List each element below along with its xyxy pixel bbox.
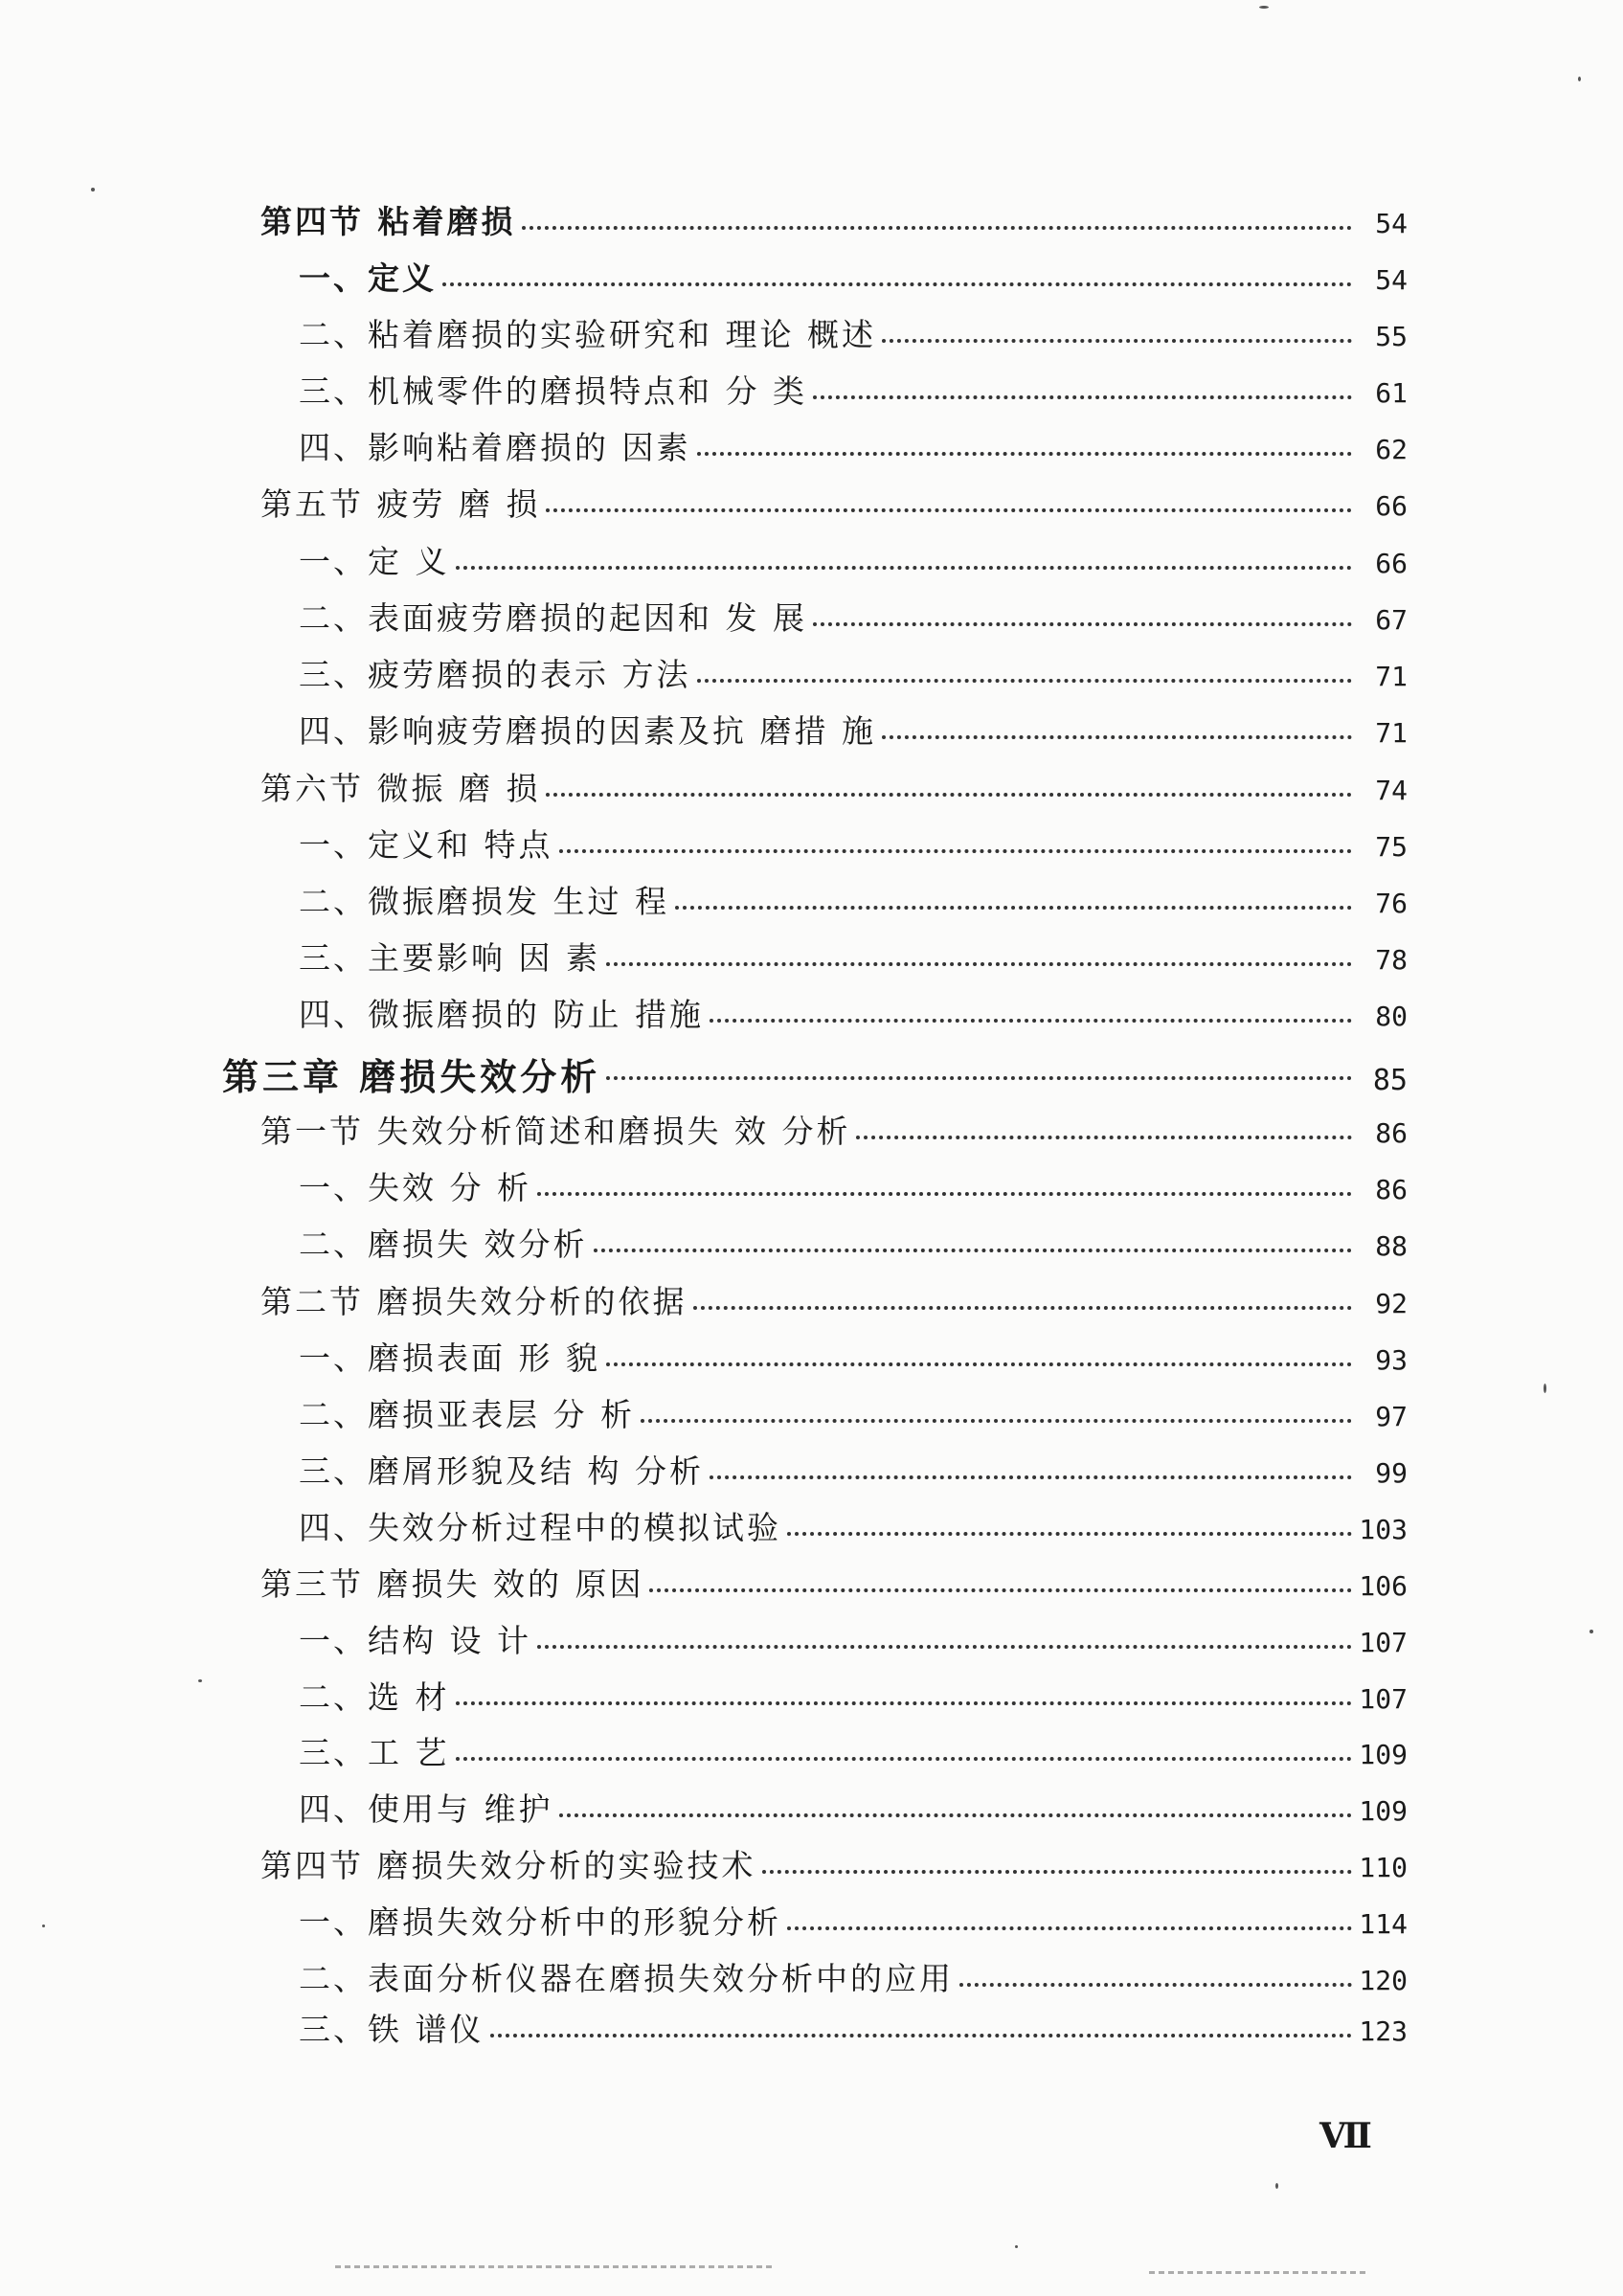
- dot-leader: [456, 566, 1353, 570]
- dot-leader: [546, 793, 1352, 797]
- dot-leader: [456, 1701, 1353, 1705]
- dot-leader: [606, 962, 1352, 966]
- toc-entry-title: 三、疲劳磨损的表示 方法: [299, 656, 691, 693]
- toc-entry-title: 四、影响疲劳磨损的因素及抗 磨措 施: [299, 712, 876, 750]
- toc-item-entry[interactable]: [299, 310, 1408, 356]
- dot-leader: [559, 1813, 1353, 1817]
- toc-entry-title: 一、磨损表面 形 貌: [299, 1339, 600, 1377]
- scan-speck: [42, 1925, 45, 1927]
- toc-item-entry[interactable]: [299, 1503, 1408, 1549]
- toc-entry-title: 三、工 艺: [299, 1734, 450, 1771]
- dot-leader: [641, 1419, 1352, 1423]
- toc-item-entry[interactable]: [299, 1954, 1408, 2000]
- dot-leader: [697, 679, 1353, 683]
- toc-entry-page-number: 107: [1359, 1683, 1408, 1715]
- toc-item-entry[interactable]: [299, 990, 1408, 1036]
- dot-leader: [762, 1870, 1353, 1874]
- toc-item-entry[interactable]: [299, 1334, 1408, 1380]
- dot-leader: [787, 1926, 1352, 1930]
- scan-speck: [1275, 2183, 1278, 2189]
- toc-item-entry[interactable]: [299, 877, 1408, 923]
- dot-leader: [456, 1757, 1353, 1761]
- dot-leader: [697, 452, 1353, 456]
- toc-section-entry[interactable]: [260, 1560, 1408, 1606]
- toc-item-entry[interactable]: [299, 650, 1408, 696]
- toc-entry-title: 第六节 微振 磨 损: [260, 770, 541, 807]
- toc-entry-title: 四、使用与 维护: [299, 1790, 553, 1828]
- toc-section-entry[interactable]: [260, 1841, 1408, 1887]
- scan-speck: [1589, 1630, 1593, 1633]
- toc-entry-page-number: 61: [1375, 377, 1408, 409]
- toc-entry-title: 一、定 义: [299, 543, 450, 580]
- toc-item-entry[interactable]: [299, 254, 1408, 300]
- toc-entry-title: 第三节 磨损失 效的 原因: [260, 1565, 644, 1603]
- toc-entry-page-number: 86: [1375, 1174, 1408, 1205]
- scan-speck: [1544, 1384, 1546, 1393]
- toc-item-entry[interactable]: [299, 1673, 1408, 1719]
- toc-entry-title: 三、铁 谱仪: [299, 2011, 485, 2048]
- toc-entry-page-number: 54: [1375, 208, 1408, 239]
- toc-item-entry[interactable]: [299, 1616, 1408, 1662]
- dot-leader: [882, 735, 1352, 739]
- toc-entry-title: 第二节 磨损失效分析的依据: [260, 1283, 688, 1320]
- dot-leader: [546, 508, 1352, 512]
- dot-leader: [559, 849, 1353, 853]
- toc-section-entry[interactable]: [260, 1277, 1408, 1323]
- toc-entry-title: 一、定义: [299, 259, 437, 297]
- toc-entry-title: 三、磨屑形貌及结 构 分析: [299, 1452, 704, 1490]
- toc-entry-title: 一、磨损失效分析中的形貌分析: [299, 1903, 781, 1941]
- dot-leader: [710, 1019, 1352, 1023]
- toc-entry-title: 第四节 粘着磨损: [260, 203, 516, 240]
- toc-item-entry[interactable]: [299, 2005, 1408, 2051]
- dot-leader: [675, 906, 1352, 910]
- scan-speck: [1578, 77, 1581, 81]
- toc-entry-title: 二、磨损亚表层 分 析: [299, 1396, 635, 1433]
- toc-entry-page-number: 107: [1359, 1627, 1408, 1658]
- toc-item-entry[interactable]: [299, 1898, 1408, 1944]
- toc-entry-page-number: 86: [1375, 1117, 1408, 1149]
- toc-entry-page-number: 74: [1375, 775, 1408, 806]
- toc-entry-page-number: 62: [1375, 434, 1408, 465]
- toc-item-entry[interactable]: [299, 821, 1408, 867]
- toc-item-entry[interactable]: [299, 367, 1408, 413]
- dot-leader: [787, 1532, 1352, 1536]
- toc-entry-page-number: 114: [1359, 1908, 1408, 1940]
- toc-item-entry[interactable]: [299, 1163, 1408, 1209]
- toc-entry-page-number: 71: [1375, 661, 1408, 692]
- dot-leader: [693, 1306, 1353, 1310]
- toc-entry-title: 二、选 材: [299, 1678, 450, 1716]
- dot-leader: [594, 1249, 1353, 1252]
- dot-leader: [537, 1192, 1352, 1196]
- toc-entry-title: 一、结构 设 计: [299, 1622, 531, 1659]
- page-folio: Ⅶ: [1319, 2116, 1372, 2156]
- toc-entry-page-number: 103: [1359, 1514, 1408, 1545]
- toc-entry-page-number: 88: [1375, 1230, 1408, 1262]
- toc-entry-page-number: 75: [1375, 831, 1408, 863]
- toc-item-entry[interactable]: [299, 1220, 1408, 1266]
- toc-entry-page-number: 106: [1359, 1570, 1408, 1602]
- toc-entry-page-number: 99: [1375, 1457, 1408, 1489]
- toc-item-entry[interactable]: [299, 707, 1408, 753]
- dot-leader: [882, 339, 1352, 343]
- toc-entry-page-number: 66: [1375, 548, 1408, 579]
- scan-speck: [198, 1679, 202, 1682]
- toc-entry-page-number: 97: [1375, 1401, 1408, 1432]
- dot-leader: [606, 1362, 1352, 1366]
- toc-section-entry[interactable]: [260, 1107, 1408, 1153]
- dot-leader: [442, 282, 1352, 286]
- toc-entry-title: 四、失效分析过程中的模拟试验: [299, 1509, 781, 1546]
- toc-entry-title: 二、磨损失 效分析: [299, 1226, 588, 1263]
- toc-entry-page-number: 93: [1375, 1344, 1408, 1376]
- dot-leader: [649, 1588, 1352, 1592]
- toc-item-entry[interactable]: [299, 934, 1408, 979]
- toc-entry-title: 第一节 失效分析简述和磨损失 效 分析: [260, 1113, 851, 1150]
- scan-smear: [335, 2265, 776, 2268]
- toc-entry-page-number: 123: [1359, 2015, 1408, 2047]
- toc-entry-page-number: 109: [1359, 1739, 1408, 1770]
- toc-entry-title: 第五节 疲劳 磨 损: [260, 485, 541, 523]
- toc-entry-page-number: 67: [1375, 604, 1408, 636]
- toc-entry-title: 三、机械零件的磨损特点和 分 类: [299, 372, 807, 410]
- scan-smear: [1149, 2271, 1369, 2274]
- toc-entry-page-number: 66: [1375, 490, 1408, 522]
- toc-entry-title: 二、微振磨损发 生过 程: [299, 883, 669, 920]
- toc-entry-page-number: 71: [1375, 717, 1408, 749]
- toc-entry-page-number: 55: [1375, 321, 1408, 352]
- toc-entry-title: 第四节 磨损失效分析的实验技术: [260, 1847, 756, 1884]
- toc-entry-page-number: 85: [1372, 1064, 1408, 1097]
- dot-leader: [813, 622, 1352, 626]
- toc-item-entry[interactable]: [299, 594, 1408, 640]
- toc-entry-page-number: 54: [1375, 264, 1408, 296]
- dot-leader: [959, 1983, 1352, 1987]
- toc-chapter-entry[interactable]: [222, 1047, 1408, 1098]
- toc-section-entry[interactable]: [260, 480, 1408, 526]
- toc-entry-title: 四、微振磨损的 防止 措施: [299, 996, 704, 1033]
- toc-entry-page-number: 78: [1375, 944, 1408, 976]
- toc-item-entry[interactable]: [299, 537, 1408, 583]
- toc-entry-page-number: 76: [1375, 888, 1408, 919]
- dot-leader: [537, 1645, 1352, 1649]
- toc-item-entry[interactable]: [299, 1728, 1408, 1774]
- dot-leader: [813, 395, 1352, 399]
- toc-entry-title: 第三章 磨损失效分析: [222, 1055, 601, 1098]
- toc-section-entry[interactable]: [260, 764, 1408, 810]
- toc-entry-page-number: 109: [1359, 1795, 1408, 1827]
- toc-section-entry[interactable]: [260, 197, 1408, 243]
- toc-entry-title: 四、影响粘着磨损的 因素: [299, 429, 691, 466]
- dot-leader: [856, 1136, 1352, 1139]
- dot-leader: [606, 1076, 1352, 1080]
- toc-entry-title: 二、粘着磨损的实验研究和 理论 概述: [299, 316, 876, 353]
- toc-entry-title: 二、表面分析仪器在磨损失效分析中的应用: [299, 1960, 954, 1997]
- toc-item-entry[interactable]: [299, 423, 1408, 469]
- toc-item-entry[interactable]: [299, 1785, 1408, 1831]
- scan-speck: [91, 188, 95, 191]
- scan-speck: [1015, 2245, 1018, 2248]
- toc-item-entry[interactable]: [299, 1390, 1408, 1436]
- scan-speck: [1259, 6, 1269, 9]
- toc-entry-page-number: 92: [1375, 1288, 1408, 1319]
- toc-entry-page-number: 110: [1359, 1852, 1408, 1883]
- toc-entry-title: 一、定义和 特点: [299, 826, 553, 864]
- toc-entry-page-number: 80: [1375, 1001, 1408, 1032]
- toc-item-entry[interactable]: [299, 1447, 1408, 1493]
- dot-leader: [522, 226, 1353, 230]
- dot-leader: [490, 2034, 1353, 2037]
- toc-entry-title: 一、失效 分 析: [299, 1169, 531, 1206]
- toc-entry-page-number: 120: [1359, 1965, 1408, 1996]
- toc-entry-title: 三、主要影响 因 素: [299, 939, 600, 977]
- dot-leader: [710, 1475, 1352, 1479]
- toc-entry-title: 二、表面疲劳磨损的起因和 发 展: [299, 599, 807, 637]
